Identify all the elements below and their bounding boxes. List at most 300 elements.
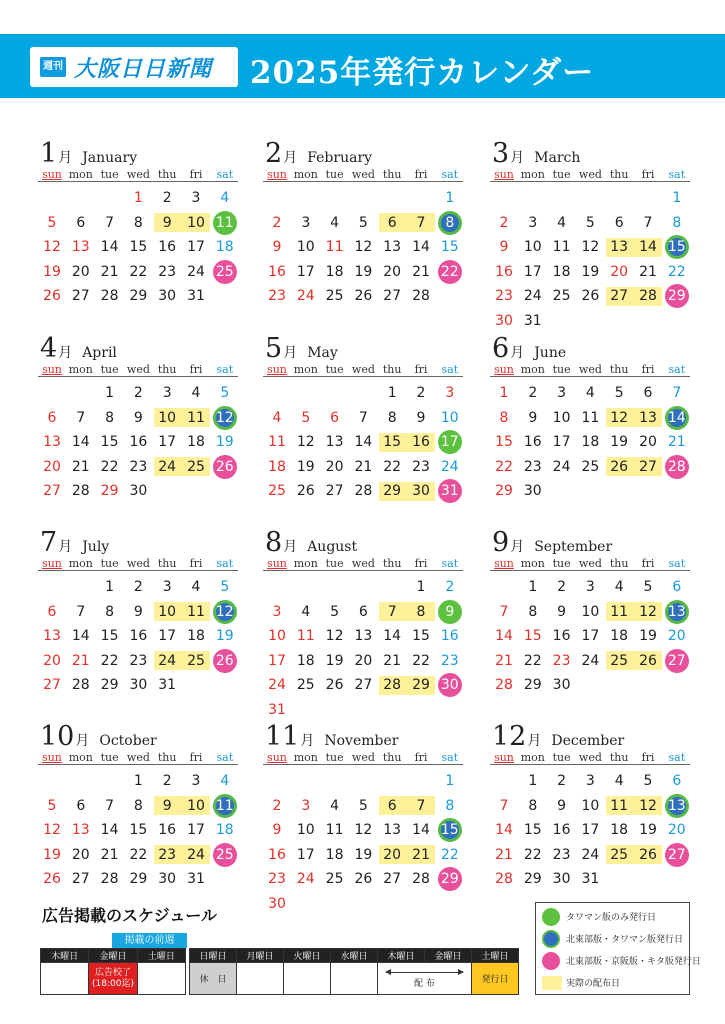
day-cell: 14	[667, 409, 686, 426]
weekday-label-thu: thu	[609, 751, 629, 764]
day-cell: 24	[523, 288, 542, 304]
day-cell: 22	[440, 263, 459, 280]
day-cell: 19	[354, 846, 373, 863]
day-cell: 24	[187, 263, 205, 280]
day-cell: 4	[330, 214, 340, 231]
day-cell: 19	[215, 628, 234, 644]
month-kanji: 月	[527, 733, 542, 749]
day-cell: 6	[358, 603, 368, 620]
day-cell: 31	[581, 871, 600, 887]
month-number: 5	[265, 333, 283, 364]
day-cell: 28	[667, 458, 686, 475]
day-cell: 7	[358, 409, 368, 426]
day-cell: 13	[383, 822, 402, 838]
day-cell: 20	[43, 458, 61, 475]
weekday-label-sun: sun	[494, 168, 514, 181]
day-cell: 8	[528, 603, 538, 620]
day-cell: 26	[215, 458, 234, 475]
day-cell: 15	[129, 822, 148, 838]
day-cell: 13	[43, 628, 61, 644]
days-grid	[38, 186, 238, 336]
day-cell: 7	[416, 214, 426, 231]
day-cell: 8	[387, 409, 397, 426]
day-cell: 12	[296, 434, 315, 450]
month-number: 12	[492, 721, 527, 752]
day-cell: 10	[296, 822, 315, 838]
month-kanji: 月	[58, 539, 73, 555]
weekday-label-sat: sat	[216, 751, 234, 764]
day-cell: 6	[47, 409, 57, 426]
day-cell: 10	[523, 239, 542, 255]
weekday-header-row	[263, 168, 463, 182]
day-cell: 3	[528, 214, 538, 231]
month-english-name: January	[82, 150, 138, 166]
weekday-label-wed: wed	[126, 363, 150, 376]
day-cell: 30	[129, 677, 148, 693]
legend-text: 実際の配布日	[566, 979, 621, 989]
weekday-label-mon: mon	[68, 557, 93, 570]
day-cell: 19	[43, 263, 61, 280]
weekday-label-wed: wed	[351, 168, 375, 181]
day-cell: 29	[523, 677, 542, 693]
weekday-label-tue: tue	[325, 363, 344, 376]
day-cell: 11	[296, 628, 315, 644]
day-cell: 17	[523, 263, 542, 280]
day-cell: 1	[672, 190, 682, 206]
day-cell: 27	[383, 288, 402, 304]
days-grid	[490, 769, 690, 919]
day-cell: 5	[47, 797, 57, 814]
weekday-label-mon: mon	[520, 557, 545, 570]
week-day-header: 月曜日	[237, 949, 284, 963]
day-cell: 14	[639, 239, 657, 255]
weekday-header-row	[263, 751, 463, 765]
day-cell: 12	[325, 628, 344, 644]
day-cell: 31	[187, 871, 205, 887]
day-cell: 25	[552, 288, 571, 304]
day-cell: 26	[354, 871, 373, 887]
day-cell: 5	[358, 797, 368, 814]
day-cell: 21	[639, 263, 657, 280]
day-cell: 20	[383, 263, 402, 280]
weekday-label-sat: sat	[216, 557, 234, 570]
day-cell: 9	[499, 239, 509, 255]
weekday-label-sun: sun	[494, 363, 514, 376]
day-cell: 22	[667, 263, 686, 280]
day-cell: 28	[71, 677, 90, 693]
weekday-label-fri: fri	[641, 363, 655, 376]
month-kanji: 月	[283, 345, 298, 361]
weekday-label-sun: sun	[42, 168, 62, 181]
day-cell: 13	[667, 603, 686, 620]
month-kanji: 月	[283, 150, 298, 166]
day-cell: 21	[383, 652, 402, 669]
page-title: 2025年発行カレンダー	[250, 55, 595, 91]
day-cell: 21	[495, 652, 513, 669]
days-grid	[263, 381, 463, 531]
day-cell: 23	[523, 458, 542, 475]
day-cell: 13	[610, 239, 629, 255]
day-cell: 21	[495, 846, 513, 863]
month-english-name: May	[307, 345, 338, 361]
day-cell: 7	[672, 385, 682, 401]
day-cell: 27	[383, 871, 402, 887]
weekday-header-row	[38, 168, 238, 182]
day-cell: 25	[610, 846, 629, 863]
month-kanji: 月	[510, 345, 525, 361]
day-cell: 17	[552, 434, 571, 450]
day-cell: 16	[440, 628, 459, 644]
day-cell: 17	[158, 434, 177, 450]
day-cell: 10	[581, 797, 600, 814]
weekly-badge: 週刊	[40, 57, 66, 77]
day-cell: 12	[639, 603, 657, 620]
weekday-label-tue: tue	[100, 751, 119, 764]
day-cell: 12	[215, 603, 234, 620]
day-cell: 3	[445, 385, 455, 401]
day-cell: 10	[187, 214, 205, 231]
weekday-label-thu: thu	[157, 557, 177, 570]
weekday-label-tue: tue	[100, 168, 119, 181]
day-cell: 25	[610, 652, 629, 669]
weekday-label-thu: thu	[382, 363, 402, 376]
day-cell: 30	[440, 677, 459, 693]
month-january	[38, 138, 238, 313]
day-cell: 7	[105, 797, 115, 814]
day-cell: 16	[129, 434, 148, 450]
legend-item	[542, 907, 688, 927]
day-cell: 5	[220, 385, 230, 401]
day-cell: 15	[523, 628, 542, 644]
day-cell: 18	[610, 628, 629, 644]
day-cell: 29	[412, 677, 430, 693]
day-cell: 4	[614, 579, 624, 595]
month-title	[40, 527, 109, 558]
day-cell: 20	[354, 652, 373, 669]
day-cell: 23	[268, 288, 286, 304]
day-cell: 23	[158, 263, 177, 280]
month-english-name: August	[307, 539, 358, 555]
weekday-label-thu: thu	[382, 557, 402, 570]
month-english-name: December	[551, 733, 625, 749]
month-number: 6	[492, 333, 510, 364]
day-cell: 27	[43, 677, 61, 693]
legend-item	[542, 929, 688, 949]
day-cell: 28	[495, 677, 513, 693]
day-cell: 25	[187, 458, 205, 475]
newspaper-name: 大阪日日新聞	[74, 56, 213, 82]
schedule-title: 広告掲載のスケジュール	[42, 906, 218, 925]
weekday-label-wed: wed	[126, 751, 150, 764]
day-cell: 6	[330, 409, 340, 426]
weekday-label-wed: wed	[126, 168, 150, 181]
day-cell: 2	[557, 773, 567, 789]
day-cell: 3	[191, 190, 201, 206]
month-may	[263, 333, 463, 508]
weekday-label-mon: mon	[520, 363, 545, 376]
day-cell: 30	[552, 677, 571, 693]
day-cell: 27	[610, 288, 629, 304]
day-cell: 11	[610, 797, 629, 814]
day-cell: 30	[158, 871, 177, 887]
weekday-label-sat: sat	[668, 751, 686, 764]
day-cell: 4	[272, 409, 282, 426]
day-cell: 15	[440, 822, 459, 838]
weekday-label-fri: fri	[414, 363, 428, 376]
day-cell: 18	[268, 458, 286, 475]
day-cell: 26	[43, 288, 61, 304]
day-cell: 13	[325, 434, 344, 450]
weekday-header-row	[38, 557, 238, 571]
day-cell: 16	[268, 263, 286, 280]
day-cell: 9	[557, 797, 567, 814]
day-cell: 27	[43, 483, 61, 499]
day-cell: 21	[412, 263, 430, 280]
month-title	[265, 721, 398, 752]
weekday-header-row	[490, 168, 690, 182]
day-cell: 30	[158, 288, 177, 304]
month-number: 1	[40, 138, 58, 169]
day-cell: 11	[325, 822, 344, 838]
day-cell: 3	[585, 579, 595, 595]
day-cell: 9	[272, 822, 282, 838]
day-cell: 10	[581, 603, 600, 620]
month-april	[38, 333, 238, 508]
yellow-swatch-icon	[542, 976, 562, 990]
day-cell: 12	[639, 797, 657, 814]
month-kanji: 月	[75, 733, 90, 749]
day-cell: 26	[639, 652, 657, 669]
day-cell: 19	[296, 458, 315, 475]
day-cell: 9	[162, 214, 172, 231]
weekday-label-sat: sat	[441, 168, 459, 181]
day-cell: 20	[71, 846, 90, 863]
day-cell: 27	[354, 677, 373, 693]
day-cell: 23	[552, 846, 571, 863]
double-arrow-icon	[386, 972, 463, 973]
day-cell: 8	[672, 214, 682, 231]
day-cell: 22	[129, 263, 148, 280]
day-cell: 18	[552, 263, 571, 280]
day-cell: 3	[272, 603, 282, 620]
day-cell: 24	[581, 652, 600, 669]
day-cell: 12	[354, 239, 373, 255]
day-cell: 17	[296, 846, 315, 863]
day-cell: 7	[643, 214, 653, 231]
day-cell: 14	[412, 239, 430, 255]
month-kanji: 月	[510, 539, 525, 555]
day-cell: 10	[440, 409, 459, 426]
weekday-label-mon: mon	[293, 363, 318, 376]
weekday-label-fri: fri	[414, 557, 428, 570]
day-cell: 1	[528, 773, 538, 789]
weekday-label-tue: tue	[552, 363, 571, 376]
day-cell: 26	[325, 677, 344, 693]
day-cell: 21	[71, 458, 90, 475]
day-cell: 23	[158, 846, 177, 863]
day-cell: 5	[614, 385, 624, 401]
day-cell: 16	[268, 846, 286, 863]
weekday-label-fri: fri	[414, 168, 428, 181]
day-cell: 28	[100, 871, 119, 887]
day-cell: 10	[187, 797, 205, 814]
day-cell: 19	[639, 628, 657, 644]
day-cell: 31	[440, 483, 459, 499]
day-cell: 30	[412, 483, 430, 499]
legend-box	[535, 902, 701, 995]
weekday-label-fri: fri	[189, 751, 203, 764]
month-number: 4	[40, 333, 58, 364]
day-cell: 22	[412, 652, 430, 669]
weekday-label-wed: wed	[578, 168, 602, 181]
month-number: 3	[492, 138, 510, 169]
day-cell: 30	[129, 483, 148, 499]
day-cell: 12	[215, 409, 234, 426]
day-cell: 18	[581, 434, 600, 450]
day-cell: 24	[296, 871, 315, 887]
weekday-label-wed: wed	[126, 557, 150, 570]
month-english-name: April	[82, 345, 117, 361]
weekday-label-tue: tue	[552, 168, 571, 181]
weekday-label-sun: sun	[267, 363, 287, 376]
day-cell: 18	[215, 822, 234, 838]
day-cell: 5	[47, 214, 57, 231]
weekday-header-row	[263, 363, 463, 377]
day-cell: 26	[215, 652, 234, 669]
day-cell: 13	[71, 822, 90, 838]
day-cell: 2	[133, 579, 143, 595]
day-cell: 17	[187, 239, 205, 255]
weekday-label-wed: wed	[351, 557, 375, 570]
day-cell: 18	[325, 846, 344, 863]
day-cell: 1	[387, 385, 397, 401]
day-cell: 1	[528, 579, 538, 595]
month-english-name: September	[534, 539, 613, 555]
days-grid	[490, 381, 690, 531]
weekday-label-sat: sat	[668, 168, 686, 181]
day-cell: 29	[383, 483, 402, 499]
day-cell: 27	[667, 846, 686, 863]
month-english-name: October	[99, 733, 157, 749]
day-cell: 22	[523, 652, 542, 669]
month-english-name: July	[82, 539, 110, 555]
ad-close-cell	[89, 963, 137, 995]
day-cell: 19	[43, 846, 61, 863]
day-cell: 11	[215, 797, 234, 814]
day-cell: 5	[220, 579, 230, 595]
day-cell: 4	[301, 603, 311, 620]
weekday-label-tue: tue	[325, 557, 344, 570]
day-cell: 22	[100, 458, 119, 475]
weekday-label-fri: fri	[414, 751, 428, 764]
day-cell: 24	[296, 288, 315, 304]
day-cell: 20	[610, 263, 629, 280]
weekday-label-fri: fri	[189, 557, 203, 570]
week-cell	[331, 963, 378, 995]
prev-week-cell	[137, 963, 185, 995]
day-cell: 22	[523, 846, 542, 863]
day-cell: 23	[495, 288, 513, 304]
month-kanji: 月	[510, 150, 525, 166]
day-cell: 13	[383, 239, 402, 255]
legend-text: タワマン版のみ発行日	[566, 913, 657, 923]
month-march	[490, 138, 690, 329]
day-cell: 18	[325, 263, 344, 280]
weekday-label-tue: tue	[552, 751, 571, 764]
day-cell: 1	[105, 385, 115, 401]
day-cell: 27	[639, 458, 657, 475]
day-cell: 30	[552, 871, 571, 887]
day-cell: 20	[325, 458, 344, 475]
weekday-label-fri: fri	[641, 557, 655, 570]
day-cell: 30	[495, 312, 513, 329]
day-cell: 26	[581, 288, 600, 304]
day-cell: 10	[158, 603, 177, 620]
distribution-label: 配 布	[414, 979, 435, 989]
day-cell: 6	[76, 797, 86, 814]
weekday-label-thu: thu	[609, 557, 629, 570]
day-cell: 7	[387, 603, 397, 620]
legend-item	[542, 951, 701, 971]
day-cell: 6	[387, 214, 397, 231]
day-cell: 8	[445, 214, 455, 231]
day-cell: 16	[158, 239, 177, 255]
month-kanji: 月	[283, 539, 298, 555]
month-december	[490, 721, 690, 896]
day-cell: 2	[445, 579, 455, 595]
day-cell: 18	[215, 239, 234, 255]
weekday-label-thu: thu	[382, 168, 402, 181]
day-cell: 25	[187, 652, 205, 669]
weekday-label-mon: mon	[68, 363, 93, 376]
month-august	[263, 527, 463, 718]
weekday-label-fri: fri	[641, 168, 655, 181]
day-cell: 4	[557, 214, 567, 231]
day-cell: 29	[100, 677, 119, 693]
day-cell: 1	[499, 385, 509, 401]
weekday-label-mon: mon	[520, 751, 545, 764]
prev-week-day-header: 金曜日	[89, 949, 137, 963]
day-cell: 8	[528, 797, 538, 814]
day-cell: 6	[76, 214, 86, 231]
weekday-label-fri: fri	[189, 168, 203, 181]
distribution-cell	[378, 963, 472, 995]
day-cell: 29	[523, 871, 542, 887]
day-cell: 23	[552, 652, 571, 669]
day-cell: 6	[643, 385, 653, 401]
prev-week-day-header: 土曜日	[137, 949, 185, 963]
blue-circle-icon	[542, 930, 560, 948]
day-cell: 19	[581, 263, 600, 280]
weekday-label-sat: sat	[216, 363, 234, 376]
weekday-label-sun: sun	[42, 363, 62, 376]
day-cell: 2	[528, 385, 538, 401]
day-cell: 21	[100, 846, 119, 863]
day-cell: 1	[105, 579, 115, 595]
day-cell: 2	[162, 773, 172, 789]
day-cell: 23	[129, 652, 148, 669]
day-cell: 14	[354, 434, 373, 450]
day-cell: 18	[296, 652, 315, 669]
month-english-name: June	[534, 345, 567, 361]
day-cell: 5	[358, 214, 368, 231]
month-title	[492, 721, 624, 752]
day-cell: 7	[76, 603, 86, 620]
day-cell: 23	[129, 458, 148, 475]
day-cell: 12	[610, 409, 629, 426]
day-cell: 31	[158, 677, 177, 693]
weekday-label-tue: tue	[325, 751, 344, 764]
